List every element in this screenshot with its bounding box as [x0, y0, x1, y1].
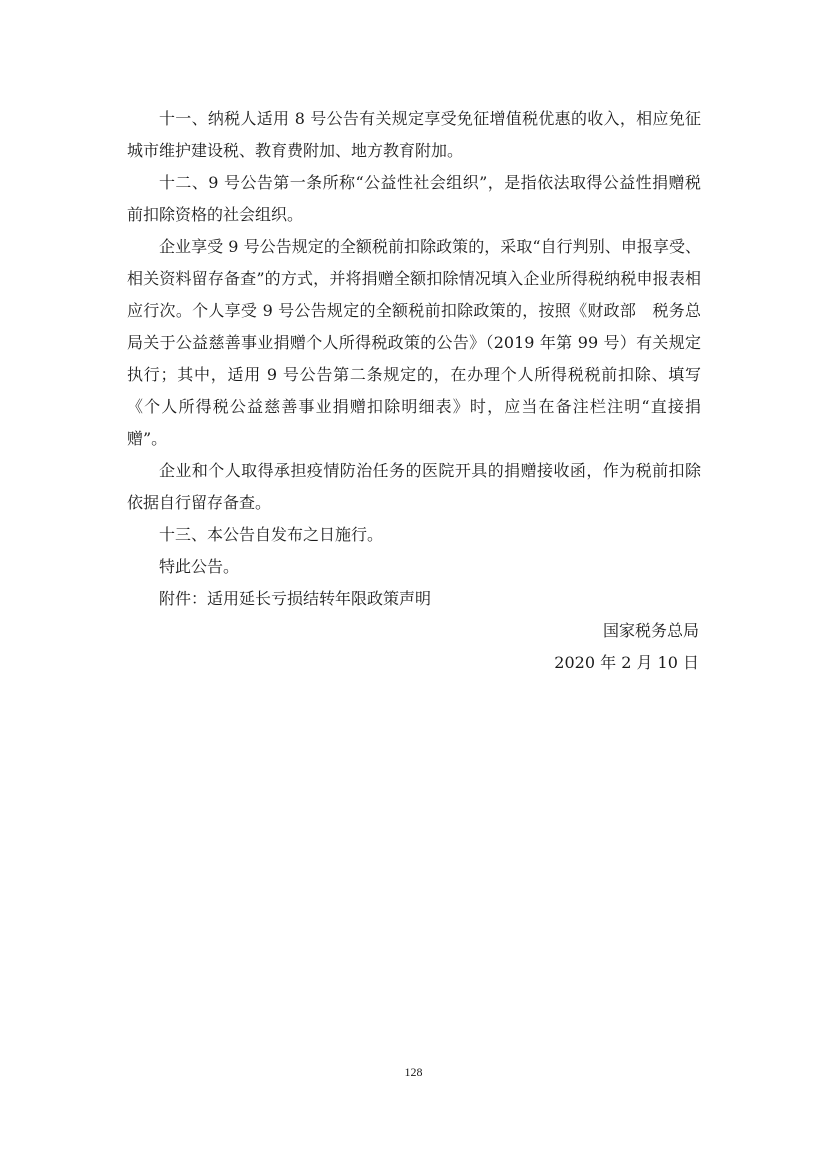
- paragraph-article-12: 十二、9 号公告第一条所称“公益性社会组织”，是指依法取得公益性捐赠税前扣除资格的社会组织。: [127, 173, 701, 224]
- paragraph-article-13: 十三、本公告自发布之日施行。: [159, 525, 384, 544]
- paragraph-attachment: 附件：适用延长亏损结转年限政策声明: [159, 589, 432, 608]
- paragraph-hospital-receipt: 企业和个人取得承担疫情防治任务的医院开具的捐赠接收函，作为税前扣除依据自行留存备查。: [127, 461, 701, 512]
- paragraph-article-11: 十一、纳税人适用 8 号公告有关规定享受免征增值税优惠的收入，相应免征城市维护建设税、教育费附加、地方教育附加。: [127, 109, 701, 160]
- paragraph-announcement: 特此公告。: [159, 557, 240, 576]
- paragraph-deduction-policy: 企业享受 9 号公告规定的全额税前扣除政策的，采取“自行判别、申报享受、相关资料留存备查”的方式，并将捐赠全额扣除情况填入企业所得税纳税申报表相应行次。个人享受 9 号公告规定的全额税前扣除政策的，按照《财政部 税务总局关于公益慈善事业捐赠个人所得税政策的公告》（2019 年第 99 号）有关规定执行；其中，适用 9 号公告第二条规定的，在办理个人所得税税前扣除、填写《个人所得税公益慈善事业捐赠扣除明细表》时，应当在备注栏注明“直接捐赠”。: [127, 237, 701, 448]
- issue-date: 2020 年 2 月 10 日: [554, 653, 699, 672]
- document-body: [127, 103, 701, 679]
- page-number: 128: [404, 1065, 423, 1079]
- issuer-name: 国家税务总局: [602, 621, 699, 640]
- signature-block: [127, 615, 701, 679]
